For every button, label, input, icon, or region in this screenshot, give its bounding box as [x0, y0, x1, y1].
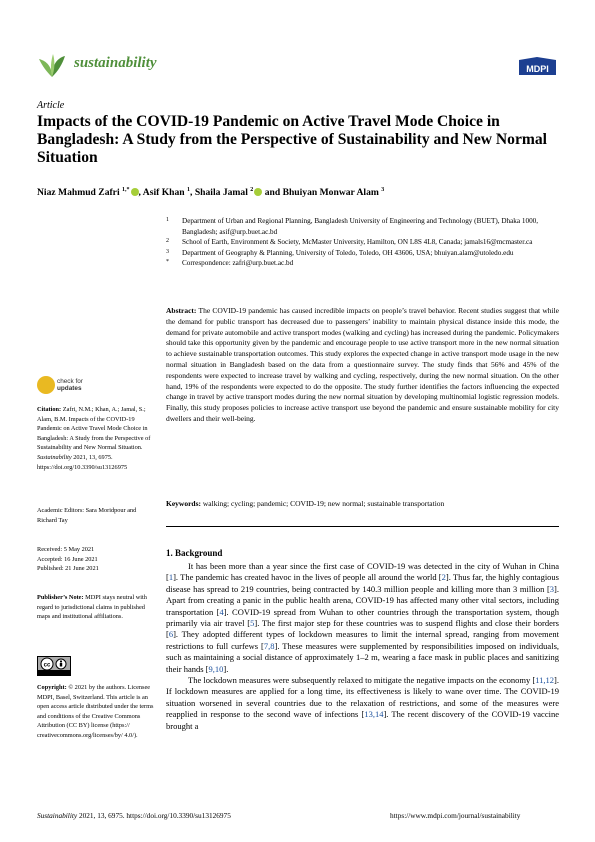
- check-updates-line2: updates: [57, 385, 82, 393]
- affiliation-number: *: [166, 259, 169, 266]
- author-name: Bhuiyan Monwar Alam $^3$: [282, 187, 385, 199]
- footer-volume[interactable]: 2021, 13, 6975. https://doi.org/10.3390/su13126975: [77, 811, 231, 820]
- citation-label: Citation:: [37, 406, 62, 413]
- footer-citation: [37, 811, 231, 820]
- check-updates-icon: [37, 376, 55, 394]
- citation-link[interactable]: 2: [441, 572, 446, 583]
- affiliation-number: 3: [166, 248, 169, 255]
- citation-link[interactable]: 11,12: [535, 675, 555, 686]
- author-affiliation-mark: 1,*: [122, 187, 130, 193]
- check-updates-line1: check for: [57, 378, 83, 385]
- footer-journal: Sustainability: [37, 811, 78, 820]
- citation-block: [37, 405, 157, 472]
- article-type: Article: [37, 100, 65, 111]
- section-heading: 1. Background: [166, 548, 223, 558]
- citation-text: Zafri, N.M.; Khan, A.; Jamal, S.; Alam, B.M. Impacts of the COVID-19 Pandemic on Active Travel Mode Choice in Bangladesh: A Study from the Perspective of Sustainability and New Normal Situation.: [37, 406, 151, 452]
- body-paragraph: It has been more than a year since the first case of COVID-19 was detected in the city of Wuhan in China [1]. The pandemic has created havoc in the lives of people all around the world [2]. Thus far, the highly contagious disease has spread to 219 countries, being contracted by 140.3 million people and killing more than 3 million [3]. Apart from creating a panic in the public health arena, COVID-19 has affected many other vital sectors, including transportation [4]. COVID-19 spread from Wuhan to other countries through the transportation system, though primarily via air travel [5]. The first major step for these countries was to suspend flights and close their borders [6]. They adopted different types of lockdown measures to limit the internal spread, ranging from movement restrictions to full curfews [7,8]. These measures were supplemented by responsibilities imposed on individuals, such as maintaining a social distance of approximately 1–2 m, wearing a face mask in public places and sanitizing their hands [9,10].: [166, 561, 560, 674]
- affiliation-text: Correspondence: zafri@urp.buet.ac.bd: [182, 259, 294, 268]
- abstract-text: The COVID-19 pandemic has caused incredible impacts on people’s travel behavior. Recent studies suggest that while the demand for public transport has decreased due to passengers’ inability to maintain physical distance inside this mode, the demand for private automobile and active transport modes (walking and cycling) has increased during the pandemic. Policymakers should take this opportunity given by the pandemic and encourage people to use active transport more in the new normal situation to achieve sustainable transportation outcomes. This study explores the expected change in active transport mode usage in the new normal situation in Bangladesh based on the data from a questionnaire survey. The study finds that 56% and 45% of the respondents were expected to increase travel by walking and cycling, respectively, during the new normal situation. On the other hand, 19% of the respondents were expected to do the opposite. The study further identifies the factors influencing the expected change in travel by active transport modes during the new normal situation by developing multinomial logistic regression models. Finally, this study proposes policies to increase active transport use beyond the pandemic and ensure sustainable mobility for city dwellers and their well-being.: [166, 306, 559, 423]
- footer-url[interactable]: https://www.mdpi.com/journal/sustainability: [390, 811, 521, 820]
- mdpi-logo-icon[interactable]: [517, 57, 558, 76]
- copyright-label: Copyright:: [37, 684, 67, 691]
- publisher-note: [37, 593, 157, 622]
- publisher-note-text: MDPI stays neutral with regard to jurisdictional claims in published maps and institutional affiliations.: [37, 594, 147, 621]
- author-name: Asif Khan $^1$: [142, 187, 191, 199]
- body-text: [166, 561, 559, 732]
- leaf-logo-icon: [37, 53, 67, 79]
- check-for-updates-button[interactable]: [37, 376, 97, 400]
- citation-details[interactable]: 2021, 13, 6975. https://doi.org/10.3390/su13126975: [37, 453, 128, 471]
- orcid-icon[interactable]: [131, 188, 139, 196]
- citation-link[interactable]: 7,8: [263, 640, 275, 651]
- journal-name[interactable]: sustainability: [74, 55, 157, 71]
- cc-by-license-icon[interactable]: [37, 656, 71, 676]
- svg-text:cc: cc: [43, 662, 51, 669]
- affiliation-number: 2: [166, 238, 169, 245]
- author-affiliation-mark: 2: [250, 187, 254, 193]
- affiliation-item: [166, 216, 561, 237]
- copyright-text: © 2021 by the authors. Licensee MDPI, Basel, Switzerland. This article is an open access article distributed under the terms and conditions of the Creative Commons Attribution (CC BY) license (https:// creativecommons.org/licenses/by/ 4.0/).: [37, 684, 154, 739]
- author-affiliation-mark: 1: [187, 187, 191, 193]
- affiliation-text: School of Earth, Environment & Society, McMaster University, Hamilton, ON L8S 4L8, Canada; jamals16@mcmaster.ca: [182, 238, 533, 247]
- published-date: Published: 21 June 2021: [37, 565, 99, 573]
- citation-link[interactable]: 4: [219, 606, 224, 617]
- abstract-label: Abstract:: [166, 306, 197, 315]
- dates-block: [37, 545, 157, 574]
- citation-journal: Sustainability: [37, 453, 72, 461]
- keywords: [166, 499, 559, 509]
- author-list: Niaz Mahmud Zafri $^{1,*}$ , Asif Khan $^1$, Shaila Jamal $^2$ and Bhuiyan Monwar Alam $^3$: [37, 187, 385, 199]
- received-date: Received: 5 May 2021: [37, 546, 95, 553]
- citation-link[interactable]: 1: [168, 572, 174, 583]
- copyright-block: [37, 683, 157, 741]
- section-divider: [166, 526, 559, 527]
- orcid-icon[interactable]: [254, 188, 262, 196]
- academic-editors: Academic Editors: Sara Moridpour and Richard Tay: [37, 507, 137, 524]
- keywords-text: walking; cycling; pandemic; COVID-19; new normal; sustainable transportation: [202, 499, 445, 508]
- citation-link[interactable]: 6: [168, 629, 174, 640]
- accepted-date: Accepted: 16 June 2021: [37, 555, 98, 563]
- citation-link[interactable]: 5: [250, 618, 255, 629]
- publisher-note-label: Publisher’s Note:: [37, 594, 84, 601]
- author-affiliation-mark: 3: [381, 187, 385, 193]
- citation-link[interactable]: 9,10: [208, 663, 224, 674]
- article-title: Impacts of the COVID-19 Pandemic on Active Travel Mode Choice in Bangladesh: A Study from the Perspective of Sustainability and New Normal Situation: [37, 113, 547, 166]
- keywords-label: Keywords:: [166, 499, 201, 508]
- affiliation-text: Department of Geography & Planning, University of Toledo, Toledo, OH 43606, USA; bhuiyan.alam@utoledo.edu: [182, 248, 514, 257]
- body-paragraph: The lockdown measures were subsequently relaxed to mitigate the negative impacts on the economy [11,12]. If lockdown measures are applied for a long time, its effectiveness is likely to wane over time. The COVID-19 situation worsened in several countries due to the relaxation of restrictions, and some of the measures were reapplied in response to the second wave of infections [13,14]. The recent discovery of the COVID-19 vaccine brought a: [166, 675, 559, 731]
- affiliation-item: [166, 237, 561, 248]
- abstract: [166, 306, 559, 425]
- affiliations: [166, 216, 561, 269]
- affiliation-item: [166, 258, 561, 269]
- affiliation-text: Department of Urban and Regional Planning, Bangladesh University of Engineering and Technology (BUET), Dhaka 1000, Bangladesh; asif@urp.buet.ac.bd: [182, 217, 539, 236]
- citation-link[interactable]: 13,14: [364, 709, 384, 720]
- author-name: Shaila Jamal $^2$: [195, 187, 262, 198]
- affiliation-item: [166, 248, 561, 259]
- author-name: Niaz Mahmud Zafri $^{1,*}$: [37, 187, 139, 198]
- affiliation-number: 1: [166, 217, 169, 223]
- citation-link[interactable]: 3: [549, 583, 555, 594]
- svg-text:MDPI: MDPI: [526, 64, 549, 74]
